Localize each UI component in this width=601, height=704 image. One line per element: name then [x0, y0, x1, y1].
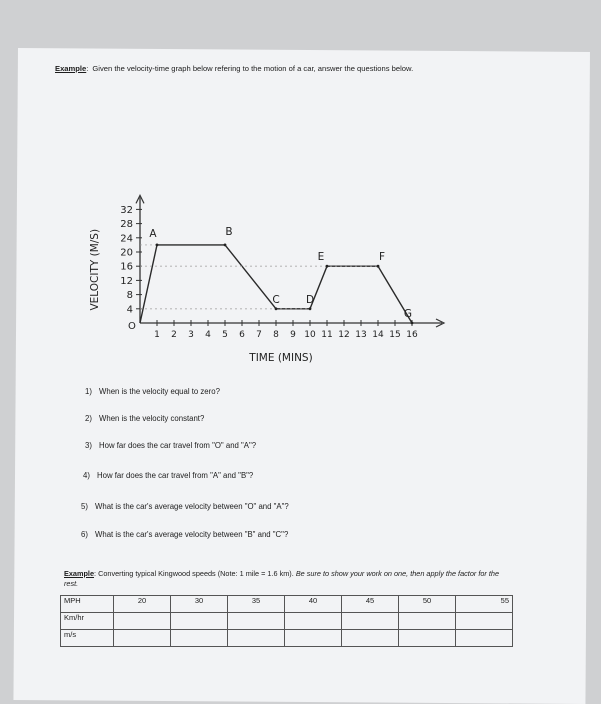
point-c [275, 307, 278, 310]
y-tick-label: 20 [120, 247, 133, 259]
question-4 [83, 471, 253, 480]
x-tick-label: 13 [355, 330, 367, 340]
y-tick-label: 32 [120, 204, 133, 216]
mph-value: 35 [228, 596, 285, 613]
table-row [61, 596, 513, 613]
x-tick-label: 14 [372, 330, 384, 340]
answer-cell[interactable] [285, 630, 342, 647]
x-tick-label: 2 [171, 330, 177, 340]
question-5 [81, 502, 289, 511]
point-d [309, 307, 312, 310]
point-label-c: C [272, 293, 280, 306]
y-tick-label: 4 [126, 304, 133, 316]
graph-marks [140, 226, 413, 325]
x-tick-label: 6 [239, 330, 245, 340]
point-g [411, 322, 414, 325]
y-tick-label: 8 [126, 290, 133, 302]
answer-cell[interactable] [285, 613, 342, 630]
mph-value: 40 [285, 596, 342, 613]
y-axis-title: VELOCITY (M/S) [89, 228, 101, 311]
question-number: 1) [85, 387, 92, 396]
answer-cell[interactable] [228, 630, 285, 647]
question-number: 2) [85, 414, 92, 423]
y-tick-label: 24 [120, 233, 133, 245]
question-text: How far does the car travel from "A" and "B"? [97, 471, 254, 480]
question-number: 6) [81, 530, 88, 539]
example-label: Example [55, 64, 87, 73]
answer-cell[interactable] [114, 613, 171, 630]
answer-cell[interactable] [171, 630, 228, 647]
question-6 [81, 530, 288, 539]
answer-cell[interactable] [342, 613, 399, 630]
x-tick-label: 10 [304, 330, 316, 340]
point-label-e: E [317, 251, 325, 264]
question-text: When is the velocity equal to zero? [99, 387, 220, 396]
unit-label: Km/hr [61, 613, 114, 630]
x-tick-label: 15 [389, 330, 401, 340]
answer-cell[interactable] [342, 630, 399, 647]
x-tick-label: 1 [154, 330, 160, 340]
question-1 [85, 387, 220, 396]
example-header: Example: Given the velocity-time graph below refering to the motion of a car, answer the questions below. [55, 64, 414, 73]
conversion-example-label: Example [64, 569, 95, 578]
point-a [156, 244, 159, 247]
conversion-instruction: Be sure to show your work on one, then apply the factor for the rest. [64, 569, 500, 588]
velocity-line [140, 245, 412, 323]
question-number: 4) [83, 471, 90, 480]
question-text: What is the car's average velocity between "O" and "A"? [95, 502, 289, 511]
question-2 [85, 414, 204, 423]
question-text: When is the velocity constant? [99, 414, 205, 423]
point-label-a: A [149, 227, 157, 240]
point-e [326, 265, 329, 268]
mph-value: 45 [342, 596, 399, 613]
point-label-d: D [305, 293, 315, 306]
answer-cell[interactable] [171, 613, 228, 630]
question-3 [85, 441, 256, 450]
speed-conversion-table [60, 595, 513, 647]
x-axis-title: TIME (MINS) [249, 352, 313, 364]
unit-label: MPH [61, 596, 114, 613]
unit-label: m/s [61, 630, 114, 647]
conversion-example: Example: Converting typical Kingwood speeds (Note: 1 mile = 1.6 km). Be sure to show your work on one, then apply the factor for the rest. [64, 569, 500, 588]
example-instructions: Given the velocity-time graph below refering to the motion of a car, answer the questions below. [92, 64, 414, 73]
point-label-g: G [403, 308, 413, 320]
x-tick-label: 7 [256, 330, 262, 340]
velocity-time-graph [70, 140, 470, 375]
mph-value: 50 [399, 596, 456, 613]
question-number: 5) [81, 502, 88, 511]
table-row [61, 630, 513, 647]
x-tick-label: 12 [338, 330, 350, 340]
x-tick-label: 3 [188, 330, 194, 340]
question-text: How far does the car travel from "O" and "A"? [99, 441, 257, 450]
answer-cell[interactable] [114, 630, 171, 647]
x-tick-label: 16 [406, 330, 418, 340]
x-tick-label: 5 [222, 330, 228, 340]
table-row [61, 613, 513, 630]
question-text: What is the car's average velocity between "B" and "C"? [95, 530, 289, 539]
answer-cell[interactable] [456, 630, 513, 647]
mph-value: 20 [114, 596, 171, 613]
answer-cell[interactable] [228, 613, 285, 630]
answer-cell[interactable] [399, 613, 456, 630]
x-tick-label: 8 [273, 330, 279, 340]
conversion-note: Converting typical Kingwood speeds (Note: 1 mile = 1.6 km). [98, 569, 294, 578]
point-f [377, 265, 380, 268]
x-tick-label: 11 [321, 330, 333, 340]
y-tick-label: 12 [120, 275, 133, 287]
x-tick-label: 4 [205, 330, 211, 340]
origin-label: O [128, 321, 136, 332]
mph-value: 30 [171, 596, 228, 613]
answer-cell[interactable] [399, 630, 456, 647]
y-tick-label: 28 [120, 219, 133, 231]
answer-cell[interactable] [456, 613, 513, 630]
graph-axes [89, 195, 444, 364]
y-tick-label: 16 [120, 261, 133, 273]
point-label-b: B [225, 225, 233, 238]
mph-value: 55 [456, 596, 513, 613]
question-number: 3) [85, 441, 92, 450]
point-label-f: F [378, 251, 386, 264]
point-b [224, 244, 227, 247]
x-tick-label: 9 [290, 330, 296, 340]
